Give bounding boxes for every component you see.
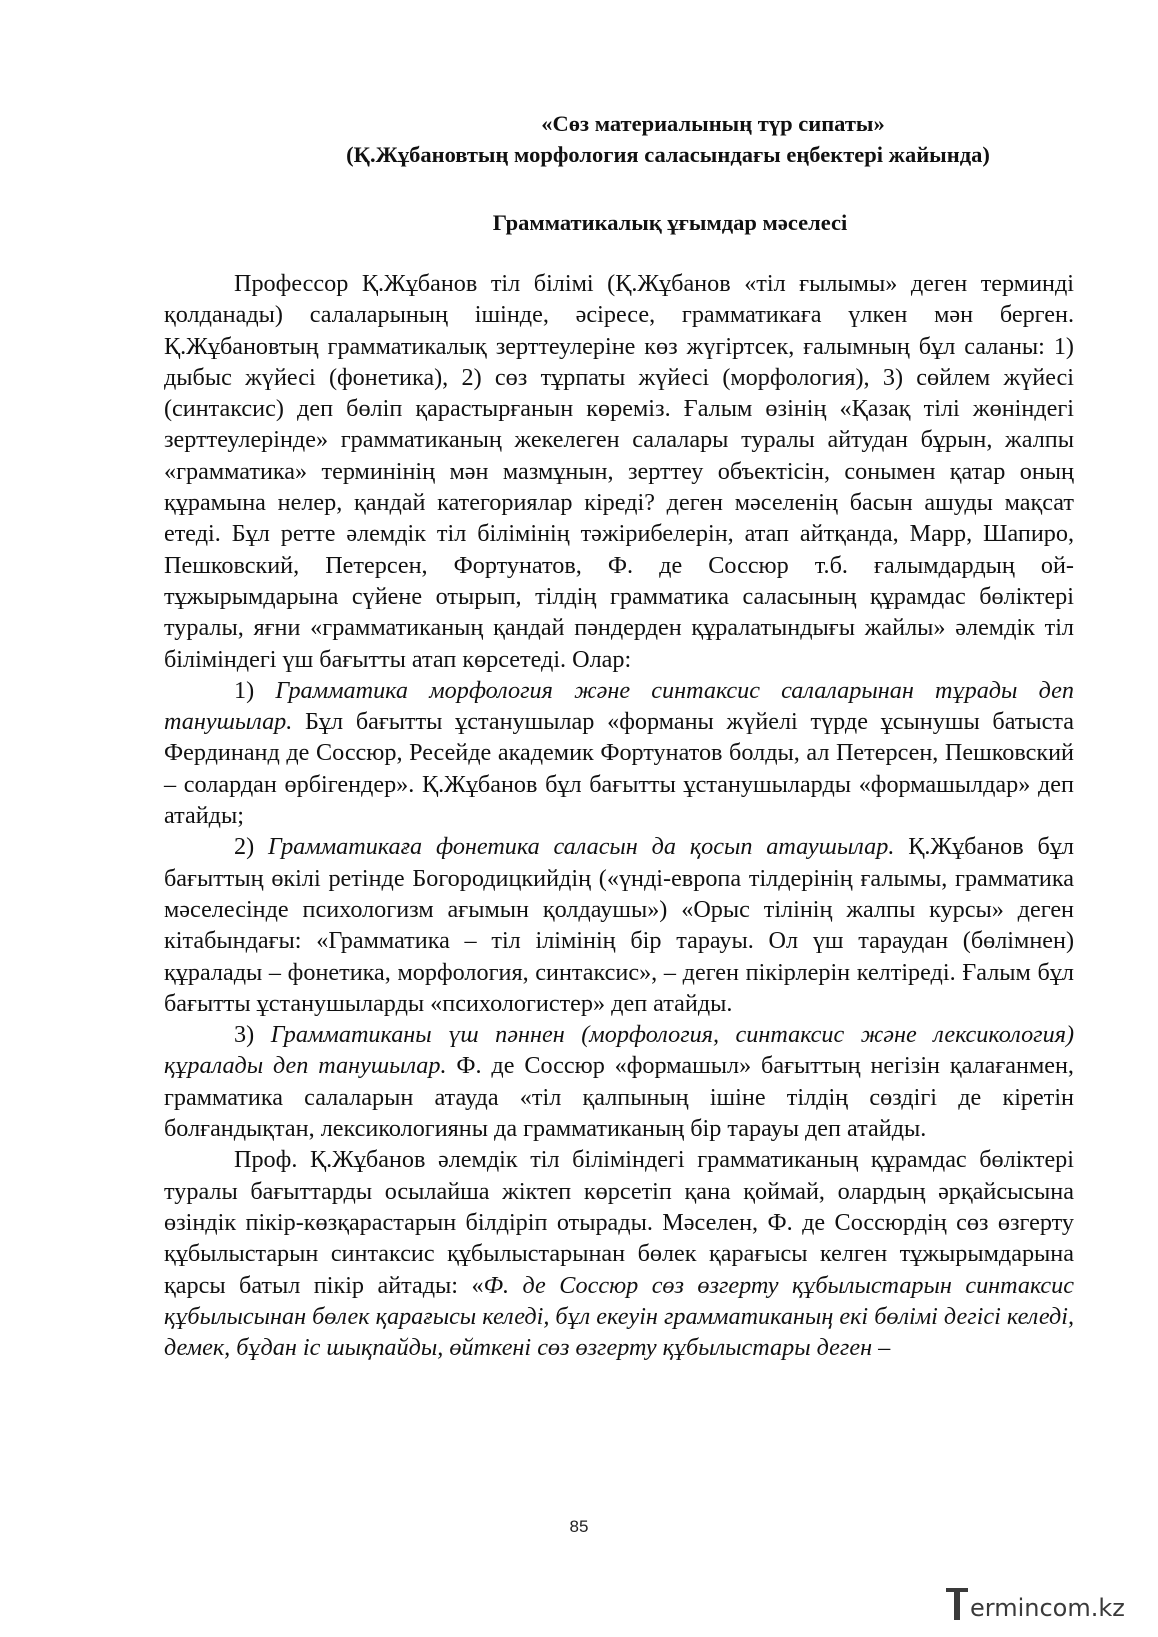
- paragraph-text: Профессор Қ.Жұбанов тіл білімі (Қ.Жұбанов «тіл ғылымы» деген терминді қолданады) салаларының ішінде, әсіресе, грамматикаға үлкен мән берген. Қ.Жұбановтың грамматикалық зерттеулеріне көз жүгіртсек, ғалымның бұл саланы: 1) дыбыс жүйесі (фонетика), 2) сөз тұрпаты жүйесі (морфология), 3) сөйлем жүйесі (синтаксис) деп бөліп қарастырғанын көреміз. Ғалым өзінің «Қазақ тілі жөніндегі зерттеулерінде» грамматиканың жекелеген салалары туралы айтудан бұрын, жалпы «грамматика» терминінің мән мазмұнын, зерттеу объектісін, сонымен қатар оның құрамына нелер, қандай категориялар кіреді? деген мәселенің басын ашуды мақсат етеді. Бұл ретте әлемдік тіл білімінің тәжірибелерін, атап айтқанда, Марр, Шапиро, Пешковский, Петерсен, Фортунатов, Ф. де Соссюр т.б. ғалымдардың ой-тұжырымдарына сүйене отырып, тілдің грамматика саласының құрамдас бөліктері туралы, яғни «грамматиканың қандай пәндерден құралатындығы жайлы» әлемдік тіл біліміндегі үш бағытты атап көрсетеді. Олар:: [164, 270, 1074, 673]
- paragraph-text: 3): [234, 1021, 271, 1049]
- article-title: [160, 108, 1080, 170]
- paragraph-text: Проф. Қ.Жұбанов әлемдік тіл біліміндегі грамматиканың құрамдас бөліктері туралы бағыттарды осылайша жіктеп көрсетіп қана қоймай, олардың әрқайсысына өзіндік пікір-көзқарастарын білдіріп отырады. Мәселен, Ф. де Соссюрдің сөз өзгерту құбылыстарын синтаксис құбылыстарынан бөлек қарағысы келген тұжырымдарына қарсы батыл пікір айтады: «: [164, 1146, 1074, 1299]
- paragraph-2: [164, 675, 1074, 831]
- paragraph-text: Бұл бағытты ұстанушылар «форманы жүйелі түрде ұсынушы батыста Фердинанд де Соссюр, Ресейде академик Фортунатов болды, ал Петерсен, Пешковский – солардан өрбігендер». Қ.Жұбанов бұл бағытты ұстанушыларды «формашылдар» деп атайды;: [164, 708, 1074, 830]
- watermark-text: ermincom.kz: [970, 1594, 1125, 1622]
- paragraph-text: 2): [234, 833, 268, 861]
- page-number: 85: [569, 1517, 589, 1536]
- paragraph-text: Ф. де Соссюр «формашыл» бағыттың негізін қалағанмен, грамматика салаларын атауда «тіл қалпының ішіне тілдің сөздігі де кіретін болғандықтан, лексикологияны да грамматиканың бір тарауы деп атайды.: [164, 1052, 1074, 1143]
- emphasis-text: Ф. де Соссюр сөз өзгерту құбылыстарын синтаксис құбылысынан бөлек қарағысы келеді, бұл екеуін грамматиканың екі бөлімі дегісі келеді, демек, бұдан іс шықпайды, өйткені сөз өзгерту құбылыстары деген –: [164, 1271, 1074, 1362]
- paragraph-text: Қ.Жұбанов бұл бағыттың өкілі ретінде Богородицкийдің («үнді-европа тілдерінің ғалымы, грамматика мәселесінде психологизм ағымын қолдаушы») «Орыс тілінің жалпы курсы» деген кітабындағы: «Грамматика – тіл ілімінің бір тарауы. Ол үш тараудан (бөлімнен) құралады – фонетика, морфология, синтаксис», – деген пікірлерін келтіреді. Ғалым бұл бағытты ұстанушыларды «психологистер» деп атайды.: [164, 833, 1074, 1017]
- paragraph-text: 1): [234, 676, 276, 704]
- emphasis-text: Грамматиканы үш пәннен (морфология, синтаксис және лексикология) құралады деп танушылар.: [164, 1021, 1075, 1080]
- title-line-1: «Сөз материалының түр сипаты»: [541, 111, 885, 136]
- paragraph-5: [164, 1144, 1074, 1363]
- article-body: [164, 268, 1074, 1363]
- watermark-logo-icon: [940, 1586, 1140, 1626]
- emphasis-text: Грамматика морфология және синтаксис салаларынан тұрады деп танушылар.: [164, 676, 1074, 736]
- section-heading: Грамматикалық ұғымдар мәселесі: [492, 210, 848, 235]
- paragraph-3: [164, 831, 1074, 1019]
- emphasis-text: Грамматикаға фонетика саласын да қосып атаушылар.: [268, 833, 895, 861]
- paragraph-4: [164, 1019, 1074, 1144]
- paragraph-1: [164, 268, 1074, 675]
- title-line-2: (Қ.Жұбановтың морфология саласындағы еңбектері жайында): [346, 142, 990, 167]
- watermark-logo: [940, 1586, 1140, 1626]
